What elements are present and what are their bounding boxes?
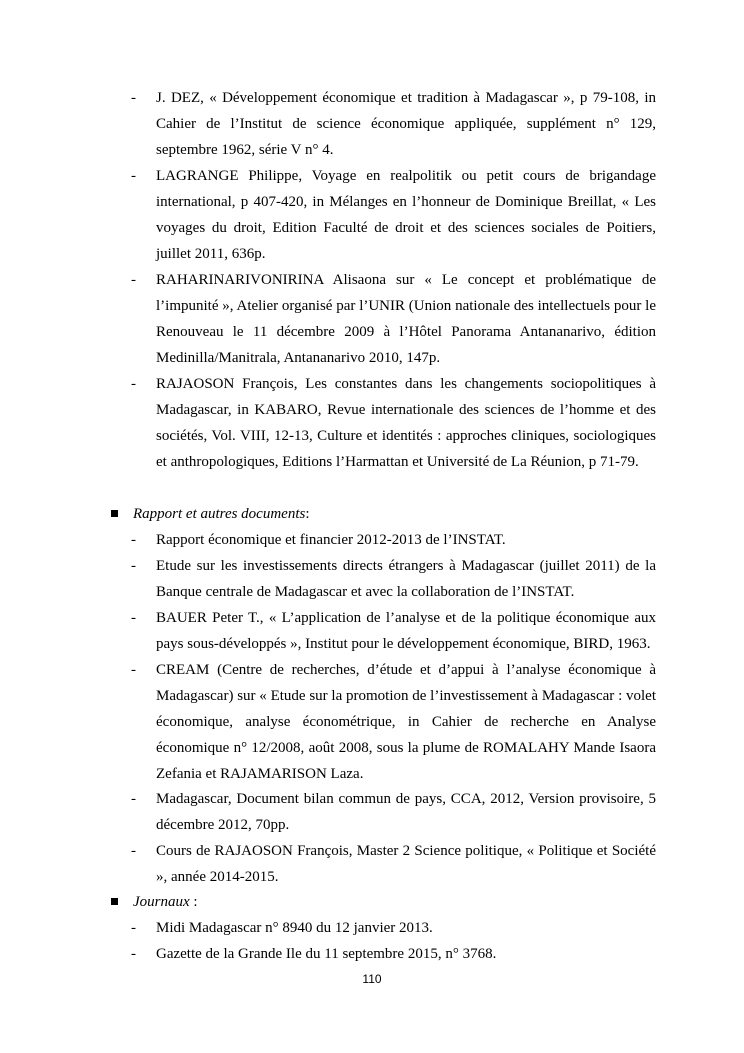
- list-item-text: RAHARINARIVONIRINA Alisaona sur « Le concept et problématique de l’impunité », Atelier organisé par l’UNIR (Union nationale des intellectuels pour le Renouveau le 11 décembre 2009 à l’Hôtel Panorama Antananarivo, édition Medinilla/Manitrala, Antananarivo 2010, 147p.: [156, 272, 656, 366]
- list-item-text: J. DEZ, « Développement économique et tradition à Madagascar », p 79-108, in Cahier de l’Institut de science économique appliquée, supplément n° 129, septembre 1962, série V n° 4.: [156, 90, 656, 158]
- list-item-text: Madagascar, Document bilan commun de pays, CCA, 2012, Version provisoire, 5 décembre 2012, 70pp.: [156, 791, 656, 833]
- section-title: Journaux: [133, 894, 190, 910]
- list-item-text: RAJAOSON François, Les constantes dans les changements sociopolitiques à Madagascar, in KABARO, Revue internationale des sciences de l’homme et des sociétés, Vol. VIII, 12-13, Culture et identités : approches cliniques, sociologiques et anthropologiques, Editions l’Harmattan et Université de La Réunion, p 71-79.: [156, 376, 656, 470]
- list-item-text: Cours de RAJAOSON François, Master 2 Science politique, « Politique et Société », année 2014-2015.: [156, 843, 656, 885]
- list-item-text: Midi Madagascar n° 8940 du 12 janvier 2013.: [156, 920, 433, 936]
- section-title-suffix: :: [189, 894, 198, 910]
- list-item-text: Rapport économique et financier 2012-2013 de l’INSTAT.: [156, 532, 506, 548]
- list-dash: -: [131, 610, 136, 626]
- square-bullet-icon: [111, 898, 118, 905]
- list-dash: -: [131, 532, 136, 548]
- list-dash: -: [131, 662, 136, 678]
- list-item-text: Gazette de la Grande Ile du 11 septembre 2015, n° 3768.: [156, 946, 497, 962]
- list-dash: -: [131, 272, 136, 288]
- list-item-text: LAGRANGE Philippe, Voyage en realpolitik ou petit cours de brigandage international, p 407-420, in Mélanges en l’honneur de Dominique Breillat, « Les voyages du droit, Edition Faculté de droit et des sciences sociales de Poitiers, juillet 2011, 636p.: [156, 168, 656, 262]
- list-dash: -: [131, 920, 136, 936]
- list-dash: -: [131, 791, 136, 807]
- list-item-text: CREAM (Centre de recherches, d’étude et d’appui à l’analyse économique à Madagascar) sur « Etude sur la promotion de l’investissement à Madagascar : volet économique, analyse économétrique, in Cahier de recherche en Analyse économique n° 12/2008, août 2008, sous la plume de ROMALAHY Mande Isaora Zefania et RAJAMARISON Laza.: [156, 662, 656, 782]
- list-dash: -: [131, 946, 136, 962]
- list-dash: -: [131, 376, 136, 392]
- section-title-suffix: :: [305, 506, 310, 522]
- list-dash: -: [131, 558, 136, 574]
- list-dash: -: [131, 843, 136, 859]
- list-item-text: BAUER Peter T., « L’application de l’analyse et de la politique économique aux pays sous-développés », Institut pour le développement économique, BIRD, 1963.: [156, 610, 656, 652]
- page-number: 110: [362, 972, 382, 986]
- square-bullet-icon: [111, 510, 118, 517]
- list-item-text: Etude sur les investissements directs étrangers à Madagascar (juillet 2011) de la Banque centrale de Madagascar et avec la collaboration de l’INSTAT.: [156, 558, 656, 600]
- section-title: Rapport et autres documents: [133, 506, 306, 522]
- list-dash: -: [131, 90, 136, 106]
- list-dash: -: [131, 168, 136, 184]
